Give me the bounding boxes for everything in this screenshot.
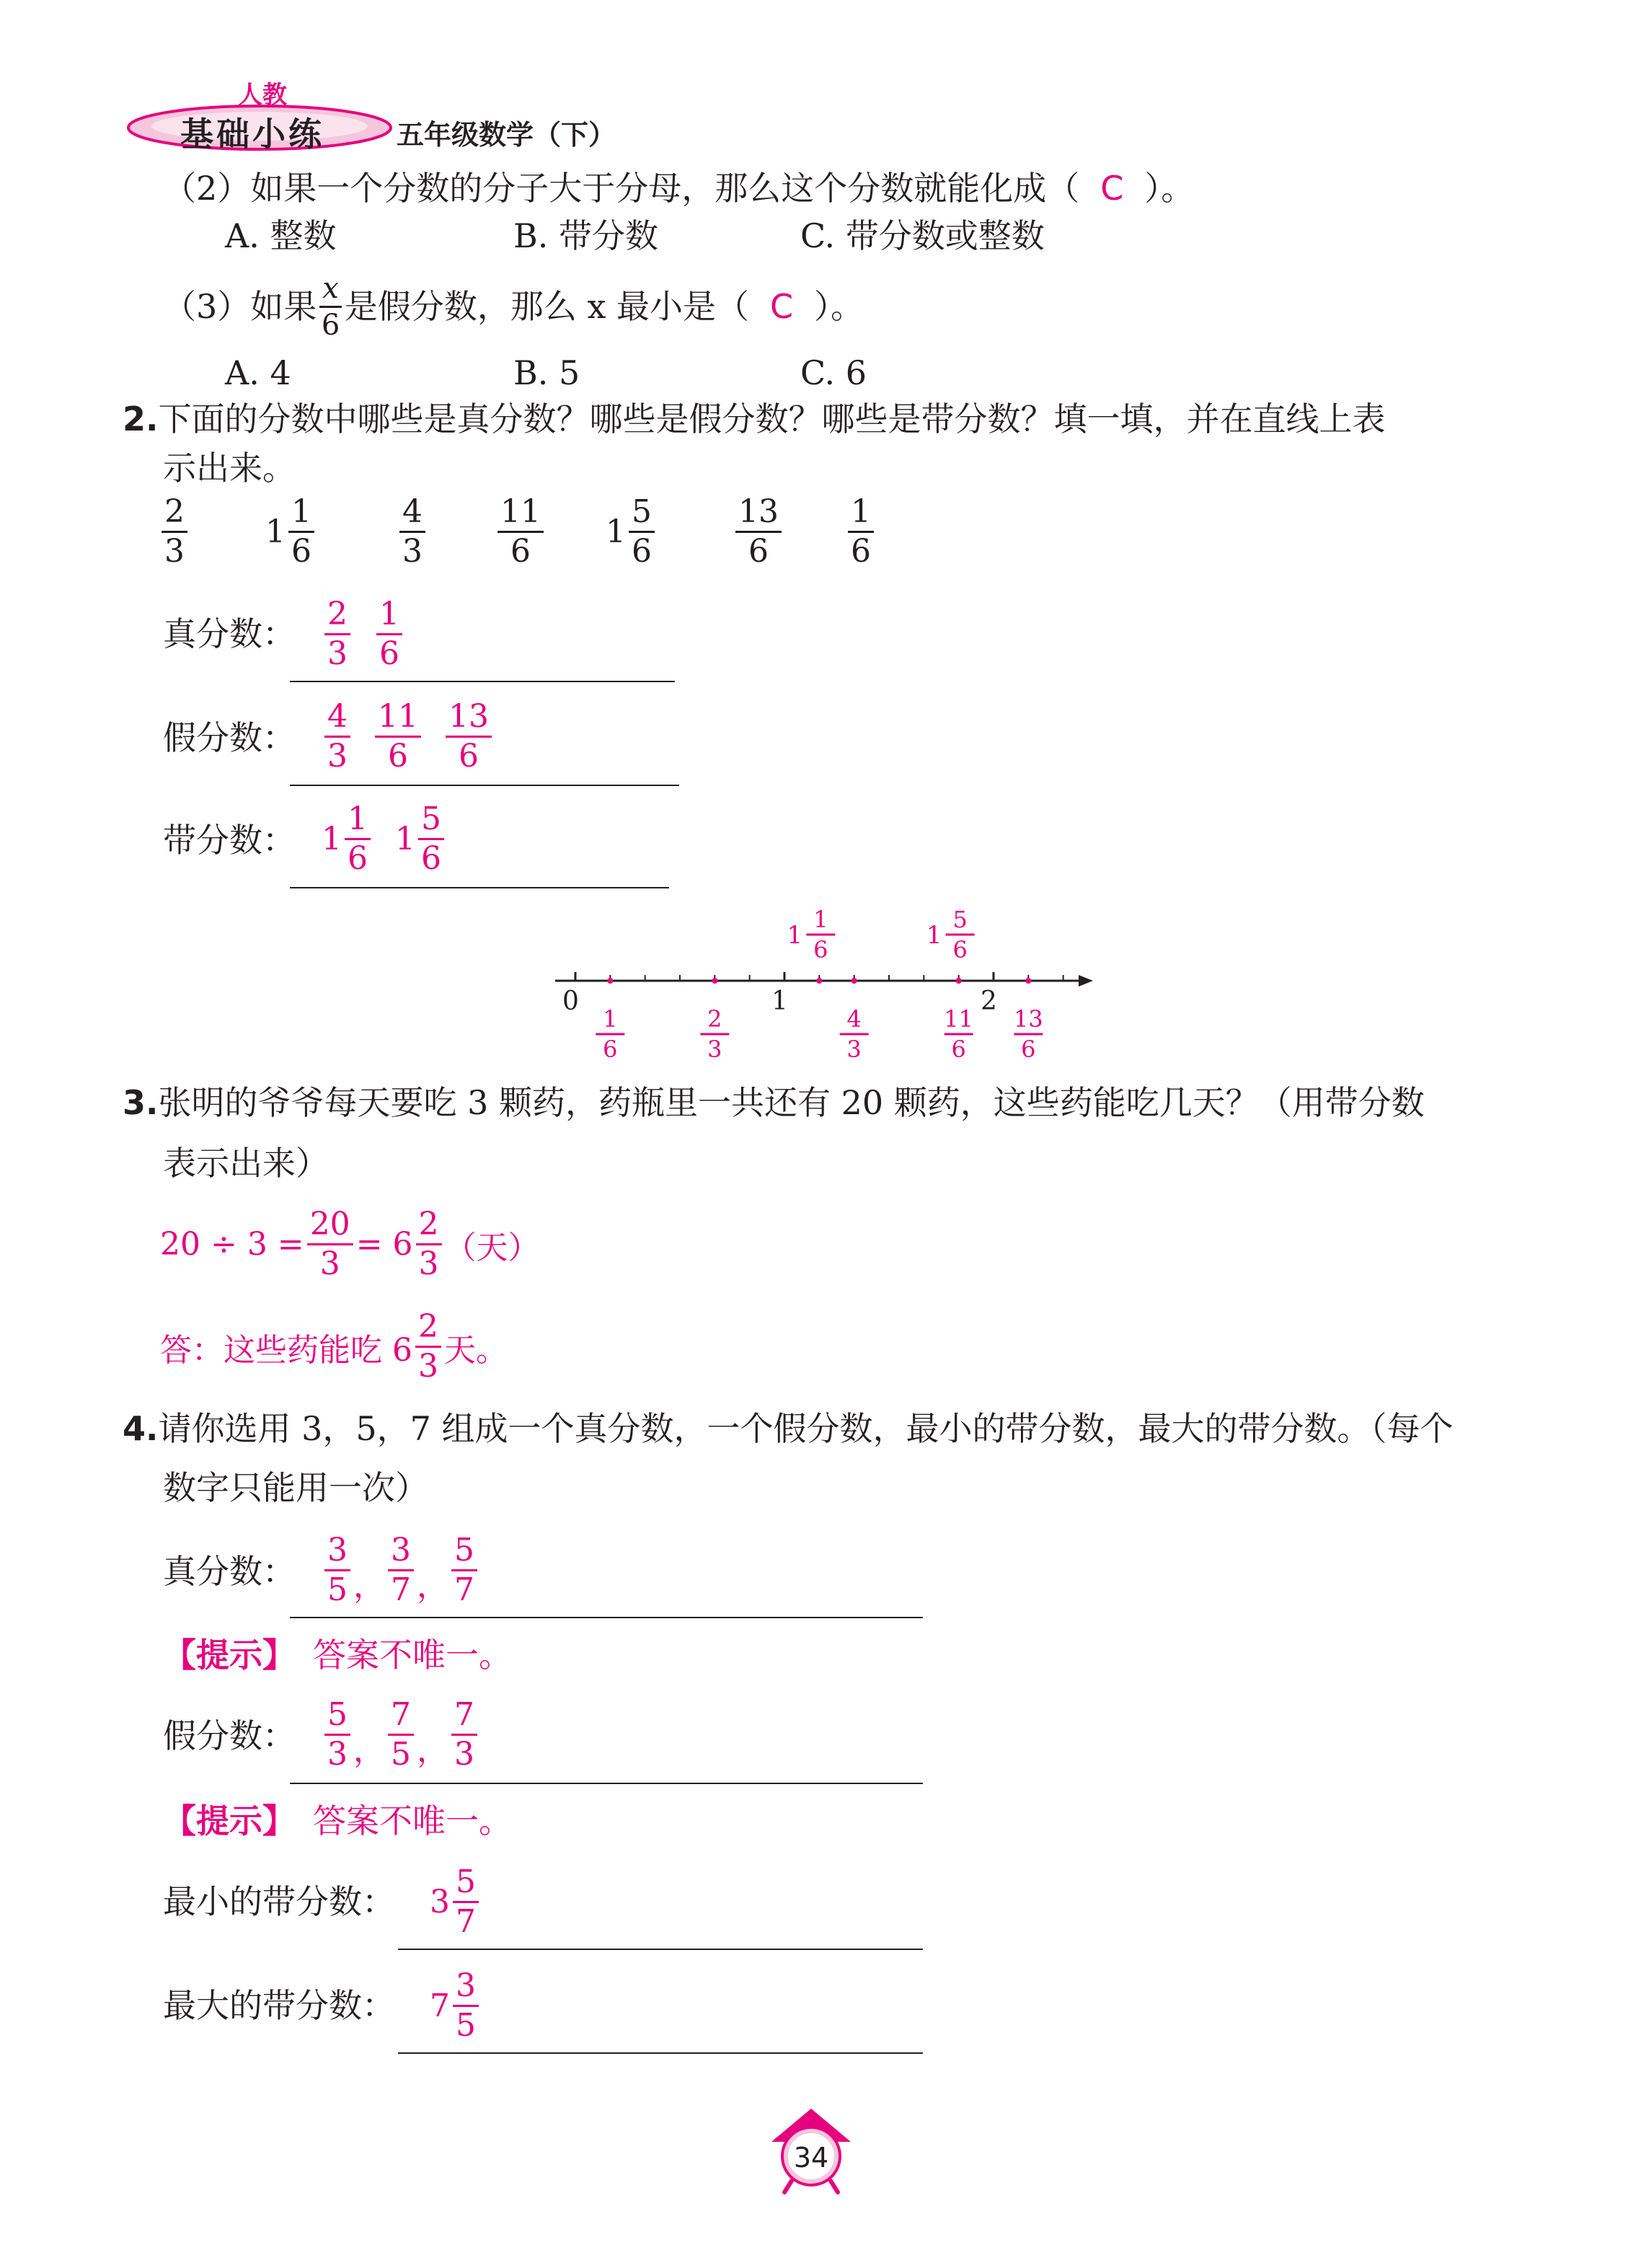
q2-fraction-4 <box>495 493 547 570</box>
q2-proper-answer-1-den: 3 <box>327 635 348 672</box>
q1-2-option-b: B. 带分数 <box>513 216 659 255</box>
q2-improper-underline <box>290 785 679 786</box>
q4-proper-answer-3-num: 5 <box>451 1535 477 1571</box>
q1-2-option-a: A. 整数 <box>225 216 337 255</box>
q2-mixed-label: 带分数： <box>163 821 296 860</box>
q2-number-line <box>534 894 1110 1075</box>
number-line-below-label-num: 1 <box>603 1005 618 1033</box>
q3-calc-num: 20 <box>307 1209 353 1245</box>
q4-hint-label: 【提示】 <box>163 1636 296 1674</box>
q3-answer-num: 2 <box>415 1311 441 1348</box>
q3-text-line2: 表示出来） <box>163 1144 329 1183</box>
q4-min-mixed-num: 5 <box>453 1866 479 1903</box>
q4-max-mixed-underline <box>398 2052 923 2054</box>
q4-min-mixed-label: 最小的带分数： <box>163 1882 395 1921</box>
q1-3-option-a: A. 4 <box>225 353 291 392</box>
q2-improper-answer-2-den: 6 <box>388 738 408 775</box>
q4-improper-answer-2-num: 7 <box>388 1699 414 1736</box>
number-line-below-label-num: 2 <box>707 1005 722 1033</box>
header-subtitle: 五年级数学（下） <box>397 119 616 151</box>
q4-proper-answers <box>322 1532 480 1608</box>
q1-3-frac-num: x <box>319 274 342 308</box>
q1-2-stem <box>163 167 1194 211</box>
number-line-above-label-num: 1 <box>813 906 828 933</box>
q4-max-mixed-den: 5 <box>456 2007 476 2044</box>
q2-fraction-2-whole: 1 <box>265 513 286 550</box>
q3-answer-suffix: 天。 <box>443 1331 508 1369</box>
q4-max-mixed-num: 3 <box>453 1970 479 2007</box>
q1-3-option-c: C. 6 <box>800 353 867 392</box>
q2-mixed-answer-2-den: 6 <box>421 840 441 877</box>
q3-calc-den2: 3 <box>418 1245 439 1282</box>
q4-hint2 <box>163 1800 512 1843</box>
q2-fraction-2-num: 1 <box>288 496 314 533</box>
number-line-above-label-den: 6 <box>952 936 968 963</box>
number-line-above-label-whole: 1 <box>926 921 942 950</box>
q2-improper-answer-2-num: 11 <box>375 701 421 738</box>
q2-number: 2. <box>123 400 159 438</box>
q2-text-line2: 示出来。 <box>163 449 296 487</box>
q2-mixed-answer-1-whole: 1 <box>322 821 342 857</box>
q1-3-text-mid: 是假分数，那么 x 最小是（ <box>344 286 750 326</box>
q1-3-fraction <box>319 274 342 340</box>
q4-hint-text: 答案不唯一。 <box>313 1636 512 1674</box>
q2-mixed-answer-2-num: 5 <box>418 803 444 840</box>
number-line-int-label: 0 <box>562 987 579 1016</box>
q4-improper-answer-1-num: 5 <box>324 1699 350 1736</box>
q4-min-mixed-den: 7 <box>456 1903 476 1940</box>
page-number: 34 <box>793 2142 829 2174</box>
number-line-below-label-den: 6 <box>603 1036 618 1063</box>
q4-improper-sep-2: ， <box>417 1732 448 1769</box>
q2-fraction-1-den: 3 <box>164 533 185 570</box>
q4-improper-label: 假分数： <box>163 1716 296 1755</box>
q4-hint2-text: 答案不唯一。 <box>313 1801 512 1840</box>
q2-improper-answer-1-num: 4 <box>324 701 350 738</box>
q3-calc-prefix: 20 ÷ 3 = <box>160 1226 304 1263</box>
q2-improper-answer-3-num: 13 <box>446 701 492 738</box>
q4-number: 4. <box>123 1409 159 1448</box>
q2-fraction-3 <box>397 493 428 570</box>
q4-max-mixed-whole: 7 <box>430 1987 450 2024</box>
q2-proper-answer-2-num: 1 <box>376 599 402 635</box>
q3-number: 3. <box>123 1083 159 1122</box>
q4-text-line2: 数字只能用一次） <box>163 1468 428 1507</box>
q3-answer-den: 3 <box>417 1348 438 1385</box>
q2-proper-answers <box>322 596 405 672</box>
q4-text-line1: 请你选用 3，5，7 组成一个真分数，一个假分数，最小的带分数，最大的带分数。（每个 <box>158 1409 1454 1448</box>
q2-fraction-3-num: 4 <box>399 496 425 533</box>
q2-fraction-5-den: 6 <box>632 533 652 570</box>
q4-proper-underline <box>290 1617 923 1618</box>
number-line-point <box>956 978 962 984</box>
q2-improper-label: 假分数： <box>163 718 296 757</box>
q2-fraction-4-den: 6 <box>510 533 531 570</box>
brand-top: 人教 <box>238 81 287 110</box>
q4-line1 <box>123 1408 1454 1451</box>
q3-answer-prefix: 答：这些药能吃 6 <box>160 1331 412 1369</box>
q2-fraction-1-num: 2 <box>162 496 187 533</box>
q1-3-text-after: ）。 <box>814 286 864 326</box>
q4-proper-answer-3-den: 7 <box>454 1571 474 1608</box>
q2-mixed-answer-1-den: 6 <box>348 840 368 877</box>
q4-improper-answer-2-den: 5 <box>391 1736 411 1773</box>
q2-fraction-5 <box>606 493 658 570</box>
q2-fraction-6-num: 13 <box>735 496 782 533</box>
number-line-point <box>1025 978 1031 984</box>
q2-fraction-5-num: 5 <box>629 496 655 533</box>
q4-improper-sep-1: ， <box>353 1732 385 1769</box>
number-line-below-label-den: 6 <box>951 1036 966 1063</box>
q2-fraction-6-den: 6 <box>748 533 769 570</box>
q4-improper-answer-3-num: 7 <box>451 1699 477 1736</box>
q1-2-answer: C <box>1100 169 1124 208</box>
q2-mixed-answer-1-num: 1 <box>345 803 371 840</box>
q4-min-mixed-underline <box>398 1949 923 1950</box>
q3-answer <box>160 1308 508 1385</box>
number-line-below-label-num: 11 <box>944 1005 974 1033</box>
q1-2-option-c: C. 带分数或整数 <box>800 216 1045 255</box>
number-line-below-label-num: 4 <box>846 1005 862 1033</box>
q2-proper-label: 真分数： <box>163 614 296 653</box>
q2-fraction-7-den: 6 <box>851 533 871 570</box>
brand-main: 基础小练 <box>180 115 324 154</box>
q4-proper-answer-2-den: 7 <box>391 1571 411 1608</box>
number-line-int-label: 1 <box>771 987 788 1016</box>
number-line-arrow-icon <box>1079 975 1093 987</box>
q2-fraction-1 <box>159 493 190 570</box>
q2-improper-answer-1-den: 3 <box>327 738 348 775</box>
q2-fraction-5-whole: 1 <box>606 513 626 550</box>
q2-improper-answers <box>322 698 495 775</box>
number-line-int-label: 2 <box>981 987 997 1016</box>
number-line-above-label-den: 6 <box>813 936 828 963</box>
q1-3-frac-den: 6 <box>321 309 340 342</box>
q4-proper-answer-1-den: 5 <box>327 1571 348 1608</box>
q2-proper-underline <box>290 681 675 682</box>
number-line-below-label-num: 13 <box>1013 1005 1043 1033</box>
q1-3-text-before: （3）如果 <box>163 286 317 326</box>
q2-line1 <box>123 398 1385 441</box>
q3-text-line1: 张明的爷爷每天要吃 3 颗药，药瓶里一共还有 20 颗药，这些药能吃几天？（用带分数 <box>158 1083 1425 1122</box>
q2-text-line1: 下面的分数中哪些是真分数？哪些是假分数？哪些是带分数？填一填，并在直线上表 <box>158 400 1386 438</box>
number-line-point <box>712 978 717 984</box>
number-line-point <box>816 978 822 984</box>
q3-calc-eq: = 6 <box>355 1226 413 1263</box>
q4-proper-label: 真分数： <box>163 1552 296 1591</box>
number-line-point <box>607 978 613 984</box>
q2-fraction-3-den: 3 <box>402 533 423 570</box>
q2-fraction-7 <box>845 493 877 570</box>
q3-line1 <box>123 1082 1425 1125</box>
q1-3-stem <box>163 274 864 340</box>
number-line-above-label-whole: 1 <box>787 921 803 950</box>
q1-2-text-before: （2）如果一个分数的分子大于分母，那么这个分数就能化成（ <box>163 169 1080 208</box>
q4-proper-sep-1: ， <box>353 1568 385 1605</box>
q2-improper-answer-3-den: 6 <box>459 738 479 775</box>
number-line-below-label-den: 6 <box>1021 1036 1036 1063</box>
q1-3-option-b: B. 5 <box>513 353 580 392</box>
number-line-above-label-num: 5 <box>952 906 968 933</box>
q4-improper-answer-3-den: 3 <box>454 1736 474 1773</box>
q4-hint2-label: 【提示】 <box>163 1801 296 1840</box>
q4-improper-answers <box>322 1696 480 1773</box>
q3-calc-unit: （天） <box>444 1229 540 1266</box>
q2-fraction-4-num: 11 <box>497 496 544 533</box>
q2-fraction-2-den: 6 <box>291 533 311 570</box>
q3-calculation <box>160 1206 540 1282</box>
q2-fraction-6 <box>733 493 784 570</box>
q4-max-mixed-label: 最大的带分数： <box>163 1986 395 2025</box>
number-line-below-label-den: 3 <box>707 1036 722 1063</box>
q2-proper-answer-2-den: 6 <box>379 635 399 672</box>
q3-calc-den: 3 <box>319 1245 340 1282</box>
q1-2-text-after: ）。 <box>1144 169 1195 208</box>
q4-hint <box>163 1634 512 1677</box>
q4-improper-underline <box>290 1783 923 1784</box>
q2-mixed-underline <box>290 887 669 888</box>
q2-fraction-2 <box>265 493 317 570</box>
q3-calc-num2: 2 <box>416 1209 442 1245</box>
q4-min-mixed-answer <box>430 1863 482 1940</box>
q1-3-answer: C <box>769 286 794 326</box>
q4-improper-answer-1-den: 3 <box>327 1736 348 1773</box>
number-line-below-label-den: 3 <box>846 1036 862 1063</box>
number-line-point <box>851 978 857 984</box>
q2-mixed-answer-2-whole: 1 <box>395 821 415 857</box>
q2-proper-answer-1-num: 2 <box>324 599 350 635</box>
q4-proper-sep-2: ， <box>417 1568 448 1605</box>
q4-min-mixed-whole: 3 <box>430 1884 450 1920</box>
q2-mixed-answers <box>322 800 447 877</box>
q4-max-mixed-answer <box>430 1967 482 2044</box>
q4-proper-answer-1-num: 3 <box>324 1535 350 1571</box>
q2-fraction-7-num: 1 <box>848 496 874 533</box>
q4-proper-answer-2-num: 3 <box>388 1535 414 1571</box>
